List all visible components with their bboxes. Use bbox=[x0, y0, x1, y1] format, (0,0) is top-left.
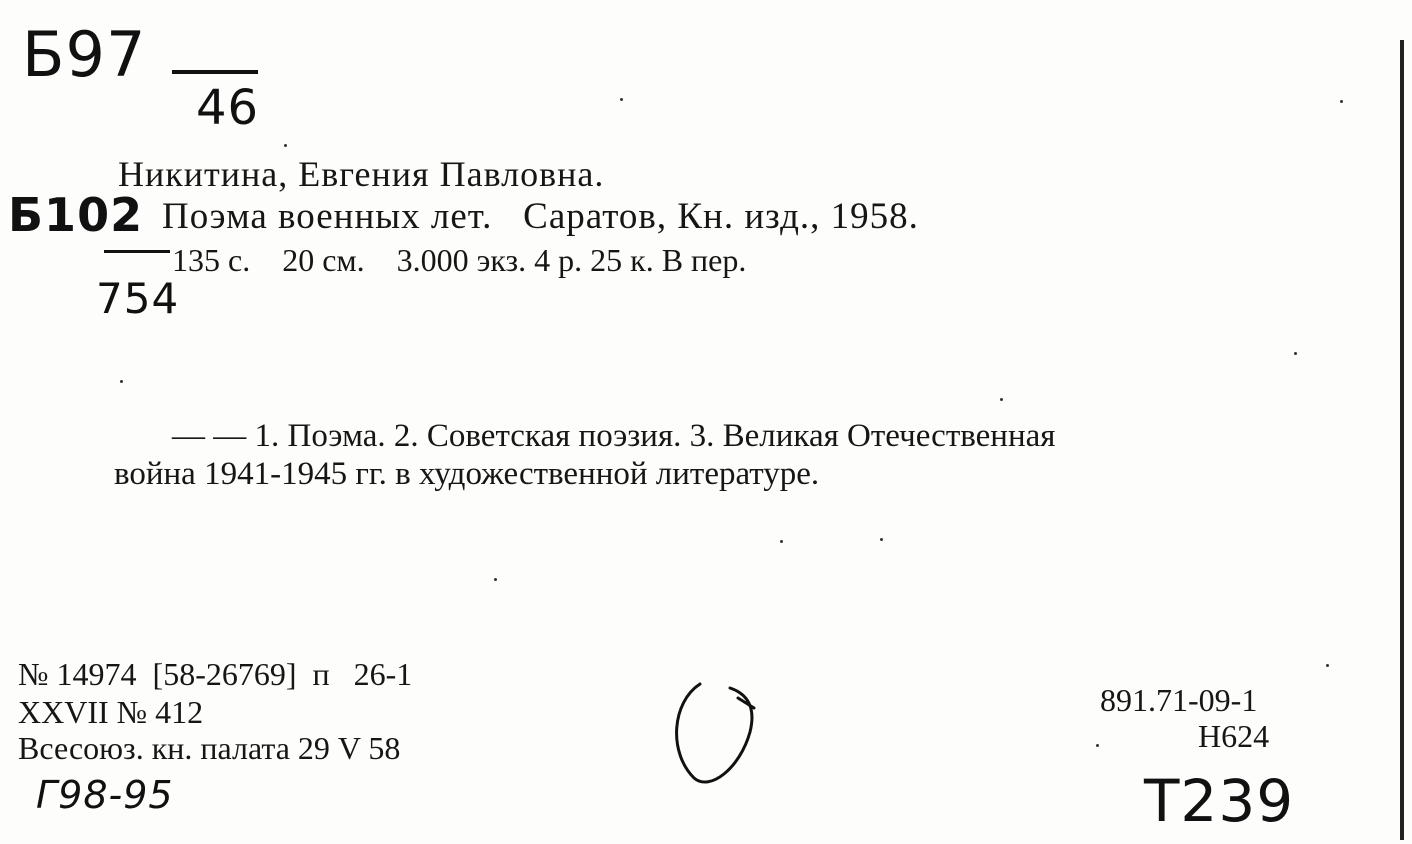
scan-speck bbox=[780, 540, 783, 543]
card-right-edge bbox=[1400, 40, 1404, 840]
subjects-line-1: — — 1. Поэма. 2. Советская поэзия. 3. Великая Отечественная bbox=[172, 418, 1056, 454]
shelf-mark-fraction-line bbox=[172, 70, 258, 74]
handwritten-shelf-mark: Б97 bbox=[22, 18, 147, 91]
subjects-line-2: война 1941-1945 гг. в художественной литературе. bbox=[114, 456, 820, 492]
scan-speck bbox=[494, 578, 497, 581]
scan-speck bbox=[1096, 744, 1099, 747]
registry-volume: XXVII № 412 bbox=[18, 694, 204, 730]
scan-speck bbox=[120, 380, 123, 383]
description-line: 135 с. 20 см. 3.000 экз. 4 р. 25 к. В пер. bbox=[172, 242, 747, 278]
classification-code: 891.71-09-1 bbox=[1100, 682, 1258, 718]
scan-speck bbox=[1326, 664, 1329, 667]
handwritten-bottom-left-note: Г98-95 bbox=[36, 773, 174, 817]
classification-author-mark: Н624 bbox=[1198, 718, 1270, 754]
scan-speck bbox=[620, 98, 623, 101]
registry-number: № 14974 [58-26769] п 26-1 bbox=[18, 656, 413, 692]
author-heading: Никитина, Евгения Павловна. bbox=[118, 154, 605, 194]
scan-speck bbox=[1294, 352, 1297, 355]
scan-speck bbox=[880, 538, 883, 541]
handwritten-shelf-mark-sub: 46 bbox=[196, 80, 260, 136]
scan-speck bbox=[1340, 100, 1343, 103]
handwritten-margin-code: Б102 bbox=[8, 188, 144, 242]
scan-speck bbox=[284, 144, 287, 147]
handwritten-bottom-right-note: Т239 bbox=[1144, 767, 1295, 835]
title-line: Поэма военных лет. Саратов, Кн. изд., 1958. bbox=[162, 196, 919, 237]
handwritten-margin-sub: 754 bbox=[96, 274, 180, 323]
registry-chamber: Всесоюз. кн. палата 29 V 58 bbox=[18, 730, 401, 766]
margin-code-fraction-line bbox=[104, 250, 170, 253]
scan-speck bbox=[1000, 398, 1003, 401]
handwritten-circle-mark bbox=[660, 672, 770, 792]
